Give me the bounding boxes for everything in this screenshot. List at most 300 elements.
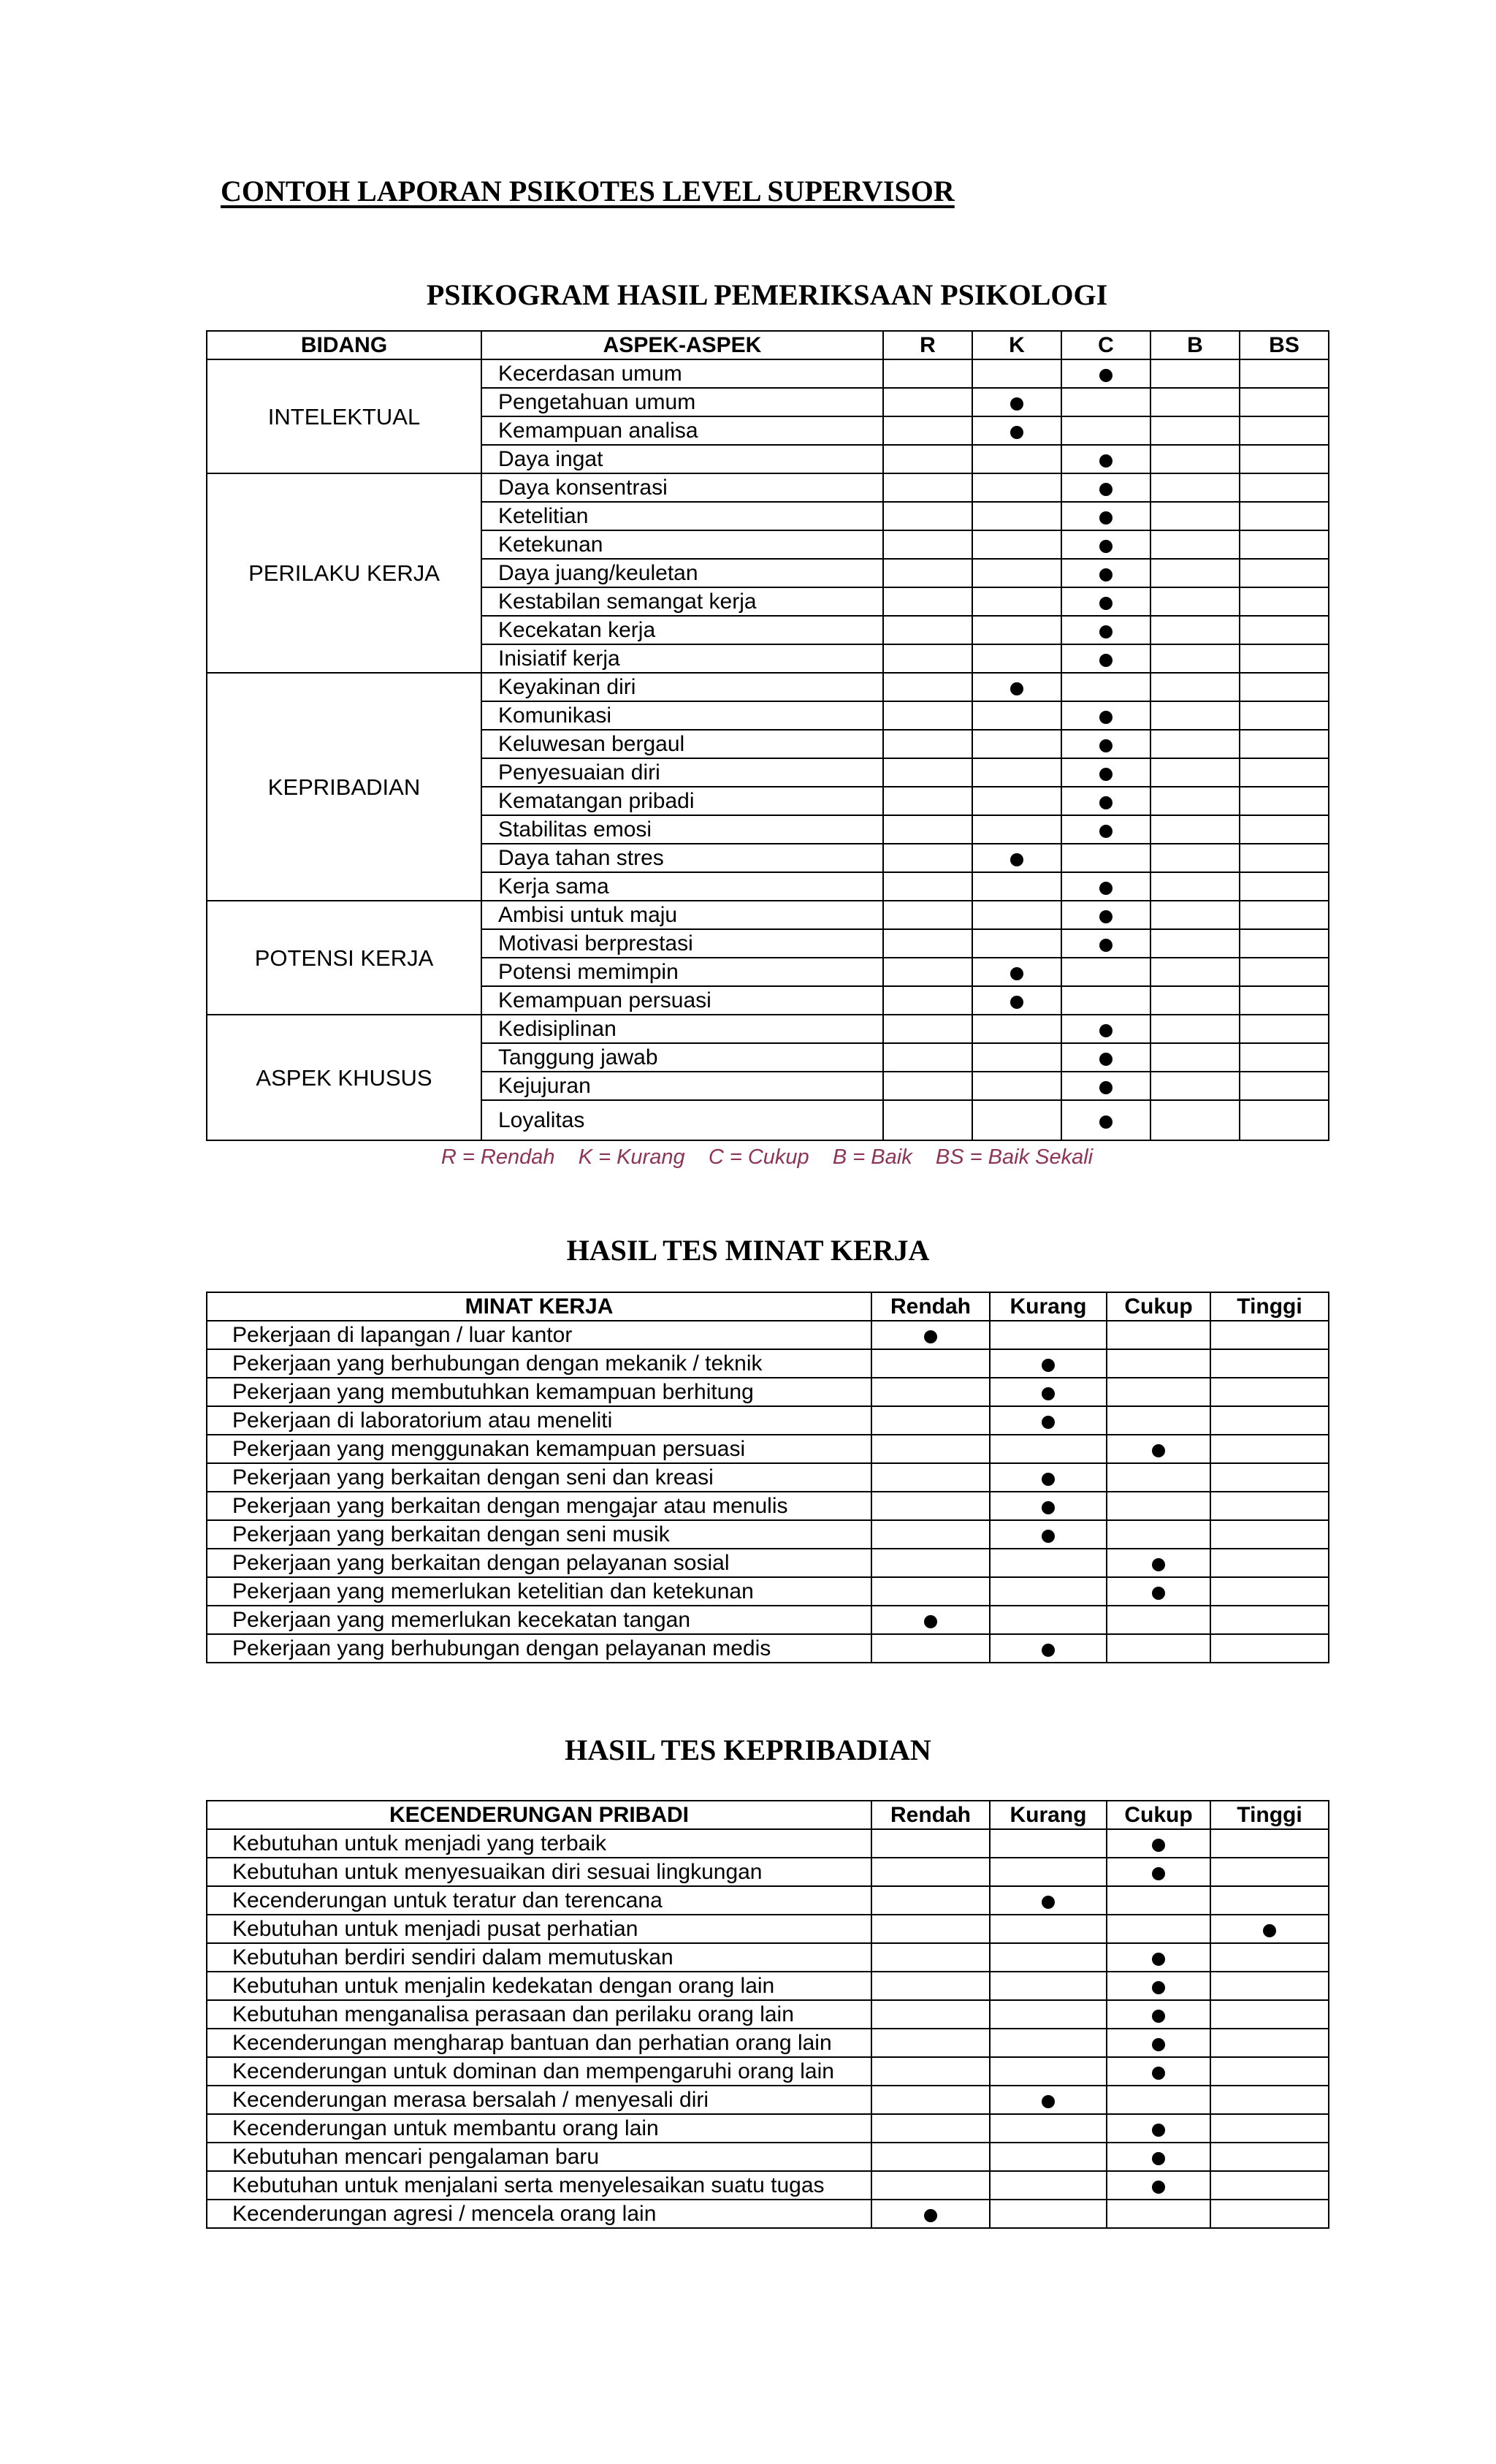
aspek-cell: Komunikasi bbox=[481, 701, 883, 730]
rating-cell bbox=[871, 2057, 990, 2086]
rating-cell bbox=[1061, 1043, 1150, 1072]
rating-cell bbox=[1107, 1549, 1210, 1577]
rating-cell bbox=[1107, 1577, 1210, 1606]
rating-cell bbox=[1061, 559, 1150, 587]
table-row bbox=[207, 1549, 1329, 1577]
filled-dot-icon bbox=[1042, 2095, 1055, 2108]
rating-cell bbox=[883, 901, 972, 929]
rating-cell bbox=[972, 587, 1061, 616]
rating-cell bbox=[1107, 2086, 1210, 2114]
item-cell: Kecenderungan mengharap bantuan dan perhatian orang lain bbox=[207, 2029, 871, 2057]
aspek-cell: Tanggung jawab bbox=[481, 1043, 883, 1072]
rating-cell bbox=[1061, 758, 1150, 787]
filled-dot-icon bbox=[1099, 1053, 1113, 1066]
rating-cell bbox=[1240, 445, 1329, 473]
rating-cell bbox=[1240, 359, 1329, 388]
filled-dot-icon bbox=[1099, 483, 1113, 496]
rating-cell bbox=[1240, 986, 1329, 1015]
rating-cell bbox=[883, 559, 972, 587]
rating-cell bbox=[883, 416, 972, 445]
rating-cell bbox=[990, 1577, 1107, 1606]
header-b: B bbox=[1150, 331, 1240, 359]
rating-cell bbox=[1210, 1463, 1329, 1492]
rating-cell bbox=[883, 616, 972, 644]
rating-cell bbox=[871, 1606, 990, 1634]
rating-cell bbox=[990, 2171, 1107, 2200]
filled-dot-icon bbox=[1099, 369, 1113, 382]
rating-cell bbox=[1150, 359, 1240, 388]
rating-cell bbox=[972, 530, 1061, 559]
document-title: CONTOH LAPORAN PSIKOTES LEVEL SUPERVISOR bbox=[221, 175, 955, 207]
rating-cell bbox=[883, 530, 972, 559]
item-cell: Kecenderungan untuk dominan dan mempengaruhi orang lain bbox=[207, 2057, 871, 2086]
filled-dot-icon bbox=[1099, 454, 1113, 468]
filled-dot-icon bbox=[1099, 739, 1113, 752]
rating-cell bbox=[1210, 2000, 1329, 2029]
filled-dot-icon bbox=[1010, 682, 1023, 695]
rating-cell bbox=[1107, 2200, 1210, 2228]
item-cell: Pekerjaan yang menggunakan kemampuan persuasi bbox=[207, 1435, 871, 1463]
bidang-cell: POTENSI KERJA bbox=[207, 901, 481, 1015]
header-bidang: BIDANG bbox=[207, 331, 481, 359]
aspek-cell: Daya ingat bbox=[481, 445, 883, 473]
filled-dot-icon bbox=[1099, 1081, 1113, 1094]
rating-cell bbox=[1061, 673, 1150, 701]
header-kurang: Kurang bbox=[990, 1292, 1107, 1321]
rating-cell bbox=[1150, 559, 1240, 587]
rating-cell bbox=[1240, 473, 1329, 502]
table-row bbox=[207, 359, 1329, 388]
rating-cell bbox=[871, 1321, 990, 1349]
rating-cell bbox=[871, 1349, 990, 1378]
table-row bbox=[207, 1492, 1329, 1520]
aspek-cell: Inisiatif kerja bbox=[481, 644, 883, 673]
item-cell: Kebutuhan untuk menjalani serta menyelesaikan suatu tugas bbox=[207, 2171, 871, 2200]
rating-cell bbox=[871, 1520, 990, 1549]
aspek-cell: Kedisiplinan bbox=[481, 1015, 883, 1043]
rating-cell bbox=[1210, 1378, 1329, 1406]
filled-dot-icon bbox=[1010, 996, 1023, 1009]
rating-cell bbox=[1210, 1549, 1329, 1577]
rating-cell bbox=[990, 2057, 1107, 2086]
rating-cell bbox=[1240, 587, 1329, 616]
item-cell: Kecenderungan agresi / mencela orang lain bbox=[207, 2200, 871, 2228]
rating-cell bbox=[1107, 1378, 1210, 1406]
aspek-cell: Motivasi berprestasi bbox=[481, 929, 883, 958]
rating-cell bbox=[1210, 1886, 1329, 1915]
aspek-cell: Kejujuran bbox=[481, 1072, 883, 1100]
rating-cell bbox=[883, 730, 972, 758]
rating-cell bbox=[1150, 416, 1240, 445]
header-rendah: Rendah bbox=[871, 1801, 990, 1829]
bidang-cell: KEPRIBADIAN bbox=[207, 673, 481, 901]
rating-cell bbox=[883, 587, 972, 616]
rating-cell bbox=[1150, 929, 1240, 958]
rating-cell bbox=[1150, 644, 1240, 673]
filled-dot-icon bbox=[1099, 796, 1113, 809]
rating-cell bbox=[972, 815, 1061, 844]
filled-dot-icon bbox=[1152, 1558, 1165, 1571]
filled-dot-icon bbox=[1099, 910, 1113, 923]
aspek-cell: Kerja sama bbox=[481, 872, 883, 901]
rating-cell bbox=[990, 1829, 1107, 1858]
rating-cell bbox=[871, 1634, 990, 1663]
filled-dot-icon bbox=[1152, 1444, 1165, 1457]
rating-cell bbox=[1240, 929, 1329, 958]
rating-cell bbox=[883, 502, 972, 530]
table-row bbox=[207, 2086, 1329, 2114]
rating-cell bbox=[1107, 1972, 1210, 2000]
rating-cell bbox=[1240, 901, 1329, 929]
rating-cell bbox=[1107, 1520, 1210, 1549]
item-cell: Pekerjaan yang memerlukan kecekatan tangan bbox=[207, 1606, 871, 1634]
rating-cell bbox=[871, 1577, 990, 1606]
rating-cell bbox=[871, 1406, 990, 1435]
item-cell: Pekerjaan yang berkaitan dengan seni dan kreasi bbox=[207, 1463, 871, 1492]
table-row bbox=[207, 1972, 1329, 2000]
rating-cell bbox=[1210, 1435, 1329, 1463]
item-cell: Pekerjaan yang memerlukan ketelitian dan ketekunan bbox=[207, 1577, 871, 1606]
rating-cell bbox=[1061, 388, 1150, 416]
aspek-cell: Keluwesan bergaul bbox=[481, 730, 883, 758]
rating-cell bbox=[972, 958, 1061, 986]
aspek-cell: Kecekatan kerja bbox=[481, 616, 883, 644]
rating-cell bbox=[990, 1406, 1107, 1435]
item-cell: Kebutuhan berdiri sendiri dalam memutuskan bbox=[207, 1943, 871, 1972]
rating-cell bbox=[972, 758, 1061, 787]
header-minat-kerja: MINAT KERJA bbox=[207, 1292, 871, 1321]
rating-cell bbox=[1150, 701, 1240, 730]
table-row bbox=[207, 1577, 1329, 1606]
psikogram-title: PSIKOGRAM HASIL PEMERIKSAAN PSIKOLOGI bbox=[426, 278, 1108, 311]
rating-cell bbox=[1210, 1606, 1329, 1634]
aspek-cell: Kemampuan persuasi bbox=[481, 986, 883, 1015]
rating-cell bbox=[1061, 616, 1150, 644]
table-row bbox=[207, 1858, 1329, 1886]
table-row bbox=[207, 2000, 1329, 2029]
rating-cell bbox=[990, 1492, 1107, 1520]
filled-dot-icon bbox=[1152, 1587, 1165, 1600]
rating-cell bbox=[1240, 958, 1329, 986]
bidang-cell: INTELEKTUAL bbox=[207, 359, 481, 473]
filled-dot-icon bbox=[1099, 654, 1113, 667]
filled-dot-icon bbox=[1152, 2067, 1165, 2080]
filled-dot-icon bbox=[1042, 1359, 1055, 1372]
rating-cell bbox=[972, 388, 1061, 416]
table-row bbox=[207, 2029, 1329, 2057]
rating-cell bbox=[1061, 1015, 1150, 1043]
filled-dot-icon bbox=[1152, 2038, 1165, 2051]
rating-cell bbox=[1210, 1634, 1329, 1663]
table-row bbox=[207, 673, 1329, 701]
rating-cell bbox=[990, 1549, 1107, 1577]
rating-cell bbox=[1061, 416, 1150, 445]
filled-dot-icon bbox=[1099, 568, 1113, 581]
rating-cell bbox=[1210, 1577, 1329, 1606]
filled-dot-icon bbox=[1099, 540, 1113, 553]
rating-cell bbox=[990, 1634, 1107, 1663]
rating-cell bbox=[972, 416, 1061, 445]
rating-cell bbox=[1210, 1943, 1329, 1972]
rating-cell bbox=[1107, 1463, 1210, 1492]
rating-cell bbox=[972, 986, 1061, 1015]
rating-cell bbox=[1150, 1015, 1240, 1043]
rating-cell bbox=[990, 1943, 1107, 1972]
rating-cell bbox=[1150, 901, 1240, 929]
item-cell: Kebutuhan untuk menjadi pusat perhatian bbox=[207, 1915, 871, 1943]
rating-cell bbox=[1150, 815, 1240, 844]
table-row bbox=[207, 1606, 1329, 1634]
table-row bbox=[207, 2143, 1329, 2171]
rating-cell bbox=[1210, 2143, 1329, 2171]
rating-cell bbox=[1210, 2029, 1329, 2057]
header-tinggi: Tinggi bbox=[1210, 1292, 1329, 1321]
rating-cell bbox=[1107, 1886, 1210, 1915]
rating-cell bbox=[972, 901, 1061, 929]
kepribadian-title: HASIL TES KEPRIBADIAN bbox=[565, 1733, 931, 1766]
table-row bbox=[207, 1520, 1329, 1549]
rating-cell bbox=[1210, 1520, 1329, 1549]
rating-cell bbox=[990, 1972, 1107, 2000]
rating-cell bbox=[972, 701, 1061, 730]
aspek-cell: Stabilitas emosi bbox=[481, 815, 883, 844]
rating-cell bbox=[1210, 1349, 1329, 1378]
rating-cell bbox=[871, 1378, 990, 1406]
rating-cell bbox=[1240, 388, 1329, 416]
aspek-cell: Daya juang/keuletan bbox=[481, 559, 883, 587]
aspek-cell: Pengetahuan umum bbox=[481, 388, 883, 416]
rating-cell bbox=[1061, 473, 1150, 502]
rating-cell bbox=[883, 815, 972, 844]
filled-dot-icon bbox=[1010, 397, 1023, 411]
filled-dot-icon bbox=[1042, 1530, 1055, 1543]
rating-cell bbox=[1210, 1972, 1329, 2000]
rating-cell bbox=[990, 1463, 1107, 1492]
rating-cell bbox=[990, 1915, 1107, 1943]
rating-cell bbox=[1150, 1072, 1240, 1100]
rating-cell bbox=[1061, 815, 1150, 844]
rating-cell bbox=[1240, 701, 1329, 730]
table-row bbox=[207, 1886, 1329, 1915]
header-cukup: Cukup bbox=[1107, 1801, 1210, 1829]
rating-cell bbox=[1150, 844, 1240, 872]
rating-cell bbox=[1107, 1349, 1210, 1378]
rating-cell bbox=[871, 1549, 990, 1577]
rating-cell bbox=[1240, 844, 1329, 872]
header-bs: BS bbox=[1240, 331, 1329, 359]
table-row bbox=[207, 1943, 1329, 1972]
rating-cell bbox=[1061, 872, 1150, 901]
header-tinggi: Tinggi bbox=[1210, 1801, 1329, 1829]
rating-cell bbox=[883, 359, 972, 388]
rating-cell bbox=[883, 644, 972, 673]
header-k: K bbox=[972, 331, 1061, 359]
header-rendah: Rendah bbox=[871, 1292, 990, 1321]
item-cell: Kecenderungan untuk membantu orang lain bbox=[207, 2114, 871, 2143]
rating-cell bbox=[1107, 1435, 1210, 1463]
filled-dot-icon bbox=[1099, 625, 1113, 638]
table-row bbox=[207, 1015, 1329, 1043]
rating-cell bbox=[990, 1886, 1107, 1915]
rating-cell bbox=[871, 2143, 990, 2171]
filled-dot-icon bbox=[1152, 2152, 1165, 2165]
filled-dot-icon bbox=[1099, 825, 1113, 838]
table-row bbox=[207, 1435, 1329, 1463]
rating-cell bbox=[972, 559, 1061, 587]
rating-cell bbox=[990, 2086, 1107, 2114]
item-cell: Kebutuhan untuk menyesuaikan diri sesuai lingkungan bbox=[207, 1858, 871, 1886]
header-kurang: Kurang bbox=[990, 1801, 1107, 1829]
rating-cell bbox=[972, 1100, 1061, 1140]
filled-dot-icon bbox=[1152, 1953, 1165, 1966]
rating-cell bbox=[1061, 901, 1150, 929]
rating-cell bbox=[1240, 872, 1329, 901]
item-cell: Pekerjaan yang membutuhkan kemampuan berhitung bbox=[207, 1378, 871, 1406]
rating-cell bbox=[871, 2029, 990, 2057]
rating-cell bbox=[1210, 2086, 1329, 2114]
rating-cell bbox=[1061, 1072, 1150, 1100]
rating-cell bbox=[1107, 2114, 1210, 2143]
rating-cell bbox=[1061, 986, 1150, 1015]
rating-cell bbox=[1240, 758, 1329, 787]
aspek-cell: Potensi memimpin bbox=[481, 958, 883, 986]
rating-cell bbox=[1107, 1634, 1210, 1663]
rating-cell bbox=[1150, 673, 1240, 701]
rating-cell bbox=[972, 1015, 1061, 1043]
rating-cell bbox=[1061, 359, 1150, 388]
rating-cell bbox=[972, 1072, 1061, 1100]
rating-cell bbox=[1107, 2143, 1210, 2171]
rating-cell bbox=[1107, 1829, 1210, 1858]
rating-cell bbox=[883, 473, 972, 502]
rating-cell bbox=[871, 2086, 990, 2114]
rating-cell bbox=[1150, 958, 1240, 986]
item-cell: Kebutuhan mencari pengalaman baru bbox=[207, 2143, 871, 2171]
rating-cell bbox=[990, 2143, 1107, 2171]
rating-cell bbox=[972, 616, 1061, 644]
rating-cell bbox=[972, 473, 1061, 502]
rating-cell bbox=[1107, 1321, 1210, 1349]
rating-cell bbox=[1107, 2000, 1210, 2029]
rating-cell bbox=[972, 644, 1061, 673]
table-row bbox=[207, 2114, 1329, 2143]
filled-dot-icon bbox=[1042, 1501, 1055, 1514]
filled-dot-icon bbox=[1099, 939, 1113, 952]
item-cell: Kebutuhan untuk menjadi yang terbaik bbox=[207, 1829, 871, 1858]
rating-cell bbox=[871, 1829, 990, 1858]
rating-cell bbox=[972, 502, 1061, 530]
filled-dot-icon bbox=[1042, 1416, 1055, 1429]
rating-cell bbox=[972, 1043, 1061, 1072]
rating-cell bbox=[1240, 1100, 1329, 1140]
rating-cell bbox=[1061, 730, 1150, 758]
filled-dot-icon bbox=[1099, 768, 1113, 781]
filled-dot-icon bbox=[1042, 1644, 1055, 1657]
table-row bbox=[207, 1321, 1329, 1349]
table-row bbox=[207, 473, 1329, 502]
rating-cell bbox=[883, 1043, 972, 1072]
rating-cell bbox=[883, 1015, 972, 1043]
aspek-cell: Kestabilan semangat kerja bbox=[481, 587, 883, 616]
item-cell: Pekerjaan di laboratorium atau meneliti bbox=[207, 1406, 871, 1435]
rating-cell bbox=[1107, 1943, 1210, 1972]
rating-cell bbox=[1240, 1015, 1329, 1043]
rating-cell bbox=[1061, 787, 1150, 815]
item-cell: Kebutuhan untuk menjalin kedekatan dengan orang lain bbox=[207, 1972, 871, 2000]
rating-cell bbox=[1061, 844, 1150, 872]
aspek-cell: Daya tahan stres bbox=[481, 844, 883, 872]
filled-dot-icon bbox=[1152, 2181, 1165, 2194]
rating-cell bbox=[1150, 787, 1240, 815]
rating-cell bbox=[871, 1492, 990, 1520]
psikogram-header-row bbox=[207, 331, 1329, 359]
psikogram-table bbox=[206, 330, 1329, 1141]
minat-header-row bbox=[207, 1292, 1329, 1321]
rating-cell bbox=[1210, 2200, 1329, 2228]
table-row bbox=[207, 1463, 1329, 1492]
rating-cell bbox=[972, 730, 1061, 758]
rating-cell bbox=[1210, 2114, 1329, 2143]
rating-cell bbox=[990, 1435, 1107, 1463]
rating-cell bbox=[990, 2029, 1107, 2057]
item-cell: Pekerjaan di lapangan / luar kantor bbox=[207, 1321, 871, 1349]
rating-cell bbox=[990, 2000, 1107, 2029]
filled-dot-icon bbox=[1010, 967, 1023, 980]
rating-cell bbox=[1150, 1100, 1240, 1140]
rating-cell bbox=[990, 1858, 1107, 1886]
rating-cell bbox=[990, 2200, 1107, 2228]
rating-cell bbox=[1107, 2171, 1210, 2200]
table-row bbox=[207, 1634, 1329, 1663]
rating-cell bbox=[883, 787, 972, 815]
rating-cell bbox=[1107, 1606, 1210, 1634]
rating-cell bbox=[871, 1943, 990, 1972]
rating-cell bbox=[1150, 986, 1240, 1015]
rating-cell bbox=[1107, 2057, 1210, 2086]
aspek-cell: Ambisi untuk maju bbox=[481, 901, 883, 929]
rating-cell bbox=[871, 1463, 990, 1492]
rating-cell bbox=[1150, 758, 1240, 787]
rating-cell bbox=[883, 1072, 972, 1100]
aspek-cell: Keyakinan diri bbox=[481, 673, 883, 701]
rating-cell bbox=[990, 1321, 1107, 1349]
rating-cell bbox=[990, 1349, 1107, 1378]
rating-cell bbox=[1061, 502, 1150, 530]
table-row bbox=[207, 901, 1329, 929]
filled-dot-icon bbox=[1152, 1839, 1165, 1852]
minat-title: HASIL TES MINAT KERJA bbox=[566, 1234, 930, 1267]
table-row bbox=[207, 1406, 1329, 1435]
rating-cell bbox=[1150, 872, 1240, 901]
rating-cell bbox=[1061, 1100, 1150, 1140]
rating-cell bbox=[1107, 2029, 1210, 2057]
rating-cell bbox=[1107, 1492, 1210, 1520]
filled-dot-icon bbox=[1010, 426, 1023, 439]
filled-dot-icon bbox=[1099, 511, 1113, 525]
rating-cell bbox=[1240, 502, 1329, 530]
filled-dot-icon bbox=[1042, 1896, 1055, 1909]
rating-cell bbox=[1061, 644, 1150, 673]
header-c: C bbox=[1061, 331, 1150, 359]
rating-cell bbox=[883, 872, 972, 901]
rating-cell bbox=[1150, 473, 1240, 502]
rating-cell bbox=[1150, 616, 1240, 644]
rating-cell bbox=[883, 929, 972, 958]
legend-text: R = Rendah K = Kurang C = Cukup B = Baik BS = Baik Sekali bbox=[440, 1145, 1094, 1169]
rating-cell bbox=[1210, 2057, 1329, 2086]
rating-cell bbox=[1210, 1829, 1329, 1858]
rating-cell bbox=[972, 844, 1061, 872]
